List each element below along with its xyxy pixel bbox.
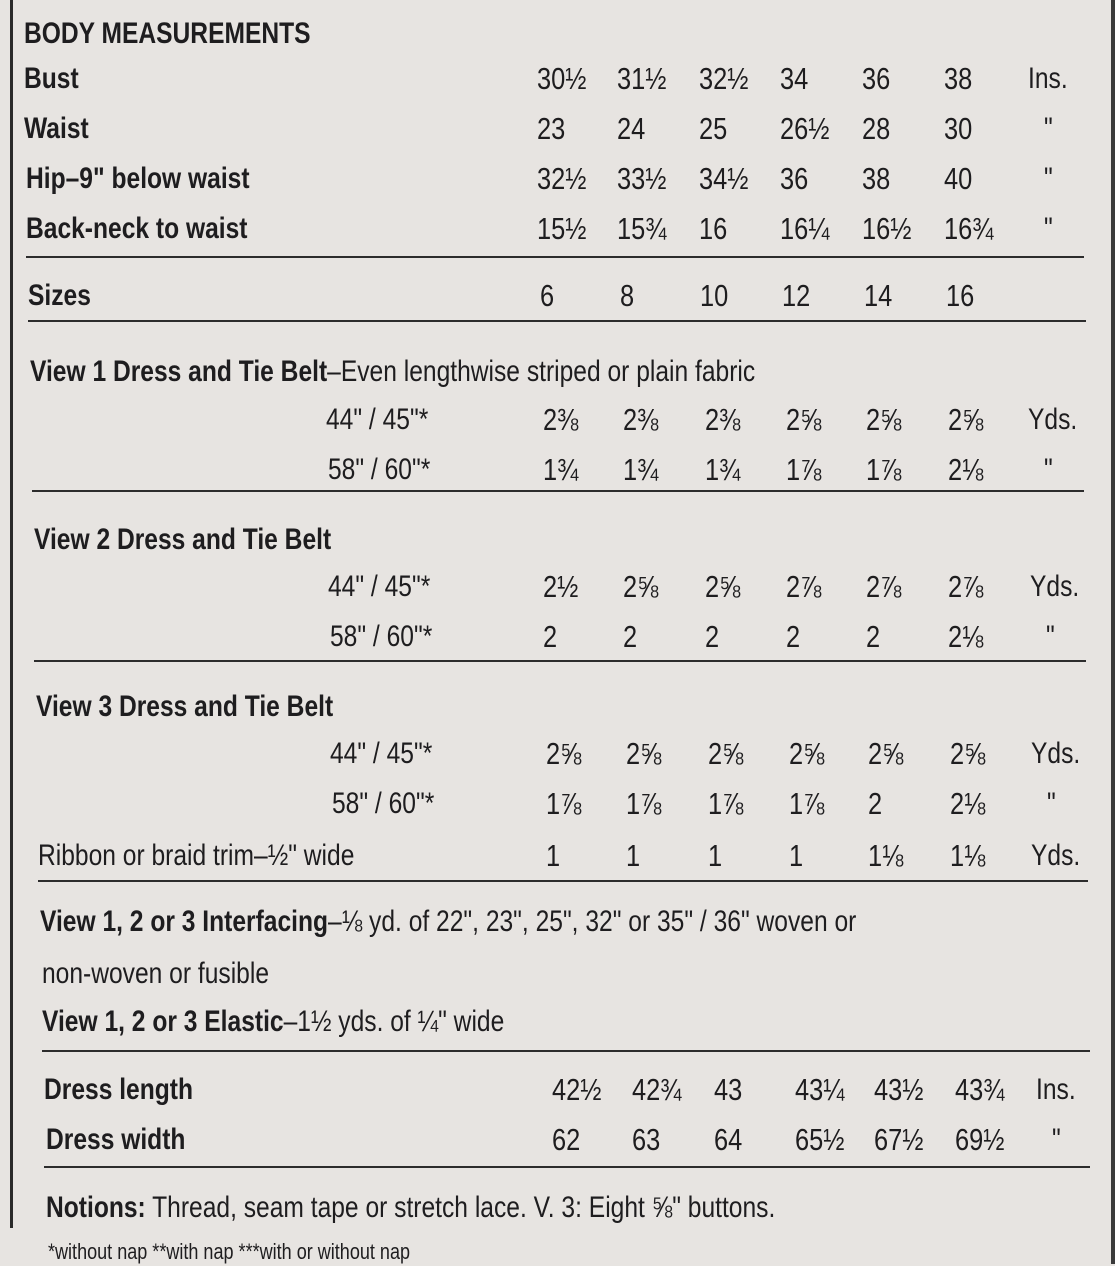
size-value: 23 (537, 111, 566, 146)
size-value: 2⅛ (950, 786, 986, 821)
size-value: 2⅝ (866, 402, 902, 437)
size-value: 2⅞ (948, 569, 984, 604)
size-value: 36 (780, 161, 809, 196)
row-label: 58" / 60"* (328, 453, 431, 486)
unit-label: " (1044, 453, 1053, 486)
left-border (10, 0, 13, 1228)
row-label: Dress width (46, 1123, 186, 1156)
size-value: 30 (944, 111, 973, 146)
size-value: 26½ (780, 111, 830, 146)
divider (28, 320, 1086, 322)
unit-label: Yds. (1028, 403, 1078, 436)
size-value: 2⅛ (948, 452, 984, 487)
size-value: 2⅜ (543, 402, 579, 437)
divider (32, 490, 1084, 492)
size-value: 43½ (874, 1072, 924, 1107)
row-label: Waist (24, 112, 89, 145)
size-value: 1⅞ (866, 452, 902, 487)
size-value: 43 (714, 1072, 743, 1107)
row-label: Dress length (44, 1073, 194, 1106)
size-value: 2⅝ (786, 402, 822, 437)
size-value: 2 (868, 786, 883, 821)
size-value: 62 (552, 1122, 581, 1157)
row-label: 58" / 60"* (330, 620, 433, 653)
size-value: 2⅝ (868, 736, 904, 771)
size-value: 2⅝ (546, 736, 582, 771)
row-label: Bust (24, 62, 79, 95)
size-number: 14 (864, 278, 893, 313)
size-value: 1¾ (543, 452, 579, 487)
unit-label: " (1046, 620, 1055, 653)
divider (26, 256, 1084, 258)
size-value: 2⅝ (950, 736, 986, 771)
size-value: 42¾ (632, 1072, 682, 1107)
size-value: 2 (623, 619, 638, 654)
size-value: 2⅝ (789, 736, 825, 771)
interfacing-line: View 1, 2 or 3 Interfacing–⅛ yd. of 22", 23", 25", 32" or 35" / 36" woven or (40, 905, 857, 938)
size-value: 69½ (955, 1122, 1005, 1157)
size-value: 2 (786, 619, 801, 654)
divider (38, 880, 1088, 882)
size-value: 30½ (537, 61, 587, 96)
size-value: 24 (617, 111, 646, 146)
size-value: 1 (789, 838, 804, 873)
size-value: 1⅞ (626, 786, 662, 821)
divider (42, 1050, 1090, 1052)
size-value: 1 (546, 838, 561, 873)
size-value: 1 (708, 838, 723, 873)
row-label: Back-neck to waist (26, 212, 248, 245)
size-value: 31½ (617, 61, 667, 96)
size-value: 65½ (795, 1122, 845, 1157)
size-value: 1⅞ (708, 786, 744, 821)
size-value: 25 (699, 111, 728, 146)
size-number: 12 (782, 278, 811, 313)
unit-label: " (1044, 112, 1053, 145)
size-value: 2⅝ (948, 402, 984, 437)
row-label: Hip–9" below waist (26, 162, 250, 195)
size-value: 43¾ (955, 1072, 1005, 1107)
size-value: 1 (626, 838, 641, 873)
size-number: 10 (700, 278, 729, 313)
view3-heading: View 3 Dress and Tie Belt (36, 690, 334, 723)
size-value: 1⅞ (786, 452, 822, 487)
size-value: 1⅞ (546, 786, 582, 821)
size-value: 42½ (552, 1072, 602, 1107)
unit-label: Ins. (1036, 1073, 1076, 1106)
notions-line: Notions: Thread, seam tape or stretch lace. V. 3: Eight ⅝" buttons. (46, 1191, 776, 1224)
size-value: 40 (944, 161, 973, 196)
size-value: 16½ (862, 211, 912, 246)
size-value: 2⅝ (705, 569, 741, 604)
unit-label: Yds. (1031, 737, 1081, 770)
size-value: 2½ (543, 569, 579, 604)
size-value: 2⅜ (705, 402, 741, 437)
unit-label: Yds. (1031, 839, 1081, 872)
size-value: 34 (780, 61, 809, 96)
size-value: 15½ (537, 211, 587, 246)
size-number: 8 (620, 278, 635, 313)
size-value: 2 (705, 619, 720, 654)
row-label: 44" / 45"* (328, 570, 431, 603)
divider (44, 1166, 1090, 1168)
row-label: 58" / 60"* (332, 787, 435, 820)
size-value: 1¾ (705, 452, 741, 487)
elastic-line: View 1, 2 or 3 Elastic–1½ yds. of ¼" wide (42, 1005, 505, 1038)
size-value: 36 (862, 61, 891, 96)
row-label: 44" / 45"* (330, 737, 433, 770)
unit-label: Ins. (1028, 62, 1068, 95)
size-number: 16 (946, 278, 975, 313)
size-value: 2⅝ (623, 569, 659, 604)
footnote: *without nap **with nap ***with or without nap (48, 1239, 411, 1264)
size-value: 2⅞ (866, 569, 902, 604)
interfacing-line2: non-woven or fusible (42, 957, 269, 990)
view2-heading: View 2 Dress and Tie Belt (34, 523, 332, 556)
size-value: 32½ (537, 161, 587, 196)
row-label: Ribbon or braid trim–½" wide (38, 839, 355, 872)
size-value: 33½ (617, 161, 667, 196)
size-value: 1¾ (623, 452, 659, 487)
right-border (1111, 0, 1115, 1264)
size-value: 1⅛ (868, 838, 904, 873)
view1-heading: View 1 Dress and Tie Belt–Even lengthwise striped or plain fabric (30, 355, 756, 388)
size-value: 34½ (699, 161, 749, 196)
size-value: 1⅛ (950, 838, 986, 873)
size-value: 28 (862, 111, 891, 146)
section-title: BODY MEASUREMENTS (24, 17, 311, 50)
size-number: 6 (540, 278, 555, 313)
size-value: 2 (543, 619, 558, 654)
size-value: 32½ (699, 61, 749, 96)
size-value: 2⅝ (708, 736, 744, 771)
unit-label: Yds. (1030, 570, 1080, 603)
size-value: 16¾ (944, 211, 994, 246)
row-label: 44" / 45"* (326, 403, 429, 436)
unit-label: " (1052, 1123, 1061, 1156)
size-value: 43¼ (795, 1072, 845, 1107)
unit-label: " (1047, 787, 1056, 820)
size-value: 15¾ (617, 211, 667, 246)
divider (34, 660, 1086, 662)
size-value: 64 (714, 1122, 743, 1157)
size-value: 2⅝ (626, 736, 662, 771)
size-value: 2⅞ (786, 569, 822, 604)
size-value: 16 (699, 211, 728, 246)
size-value: 2⅛ (948, 619, 984, 654)
unit-label: " (1044, 212, 1053, 245)
size-value: 2 (866, 619, 881, 654)
size-value: 38 (862, 161, 891, 196)
size-value: 38 (944, 61, 973, 96)
unit-label: " (1044, 162, 1053, 195)
sizes-label: Sizes (28, 279, 91, 312)
size-value: 2⅜ (623, 402, 659, 437)
size-value: 1⅞ (789, 786, 825, 821)
size-value: 67½ (874, 1122, 924, 1157)
size-value: 16¼ (780, 211, 830, 246)
size-value: 63 (632, 1122, 661, 1157)
